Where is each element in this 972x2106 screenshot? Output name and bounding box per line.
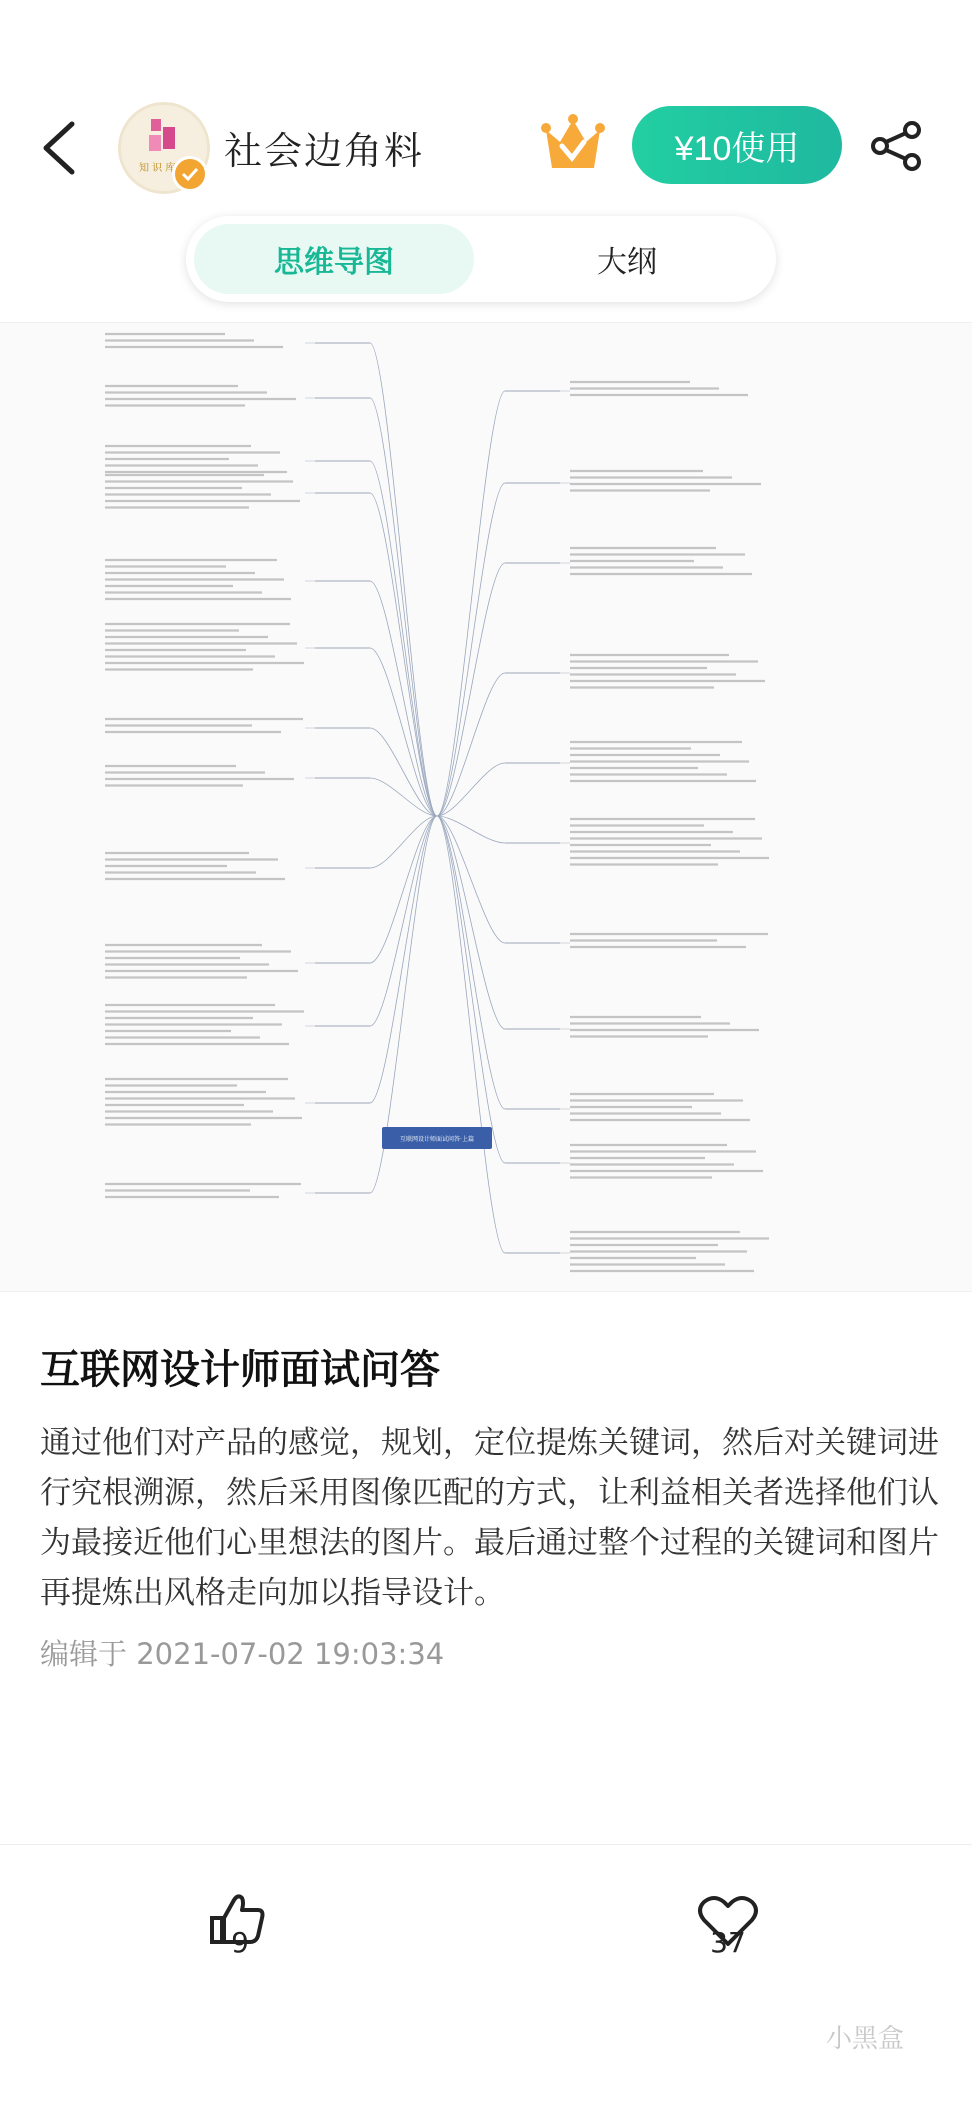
tab-outline[interactable]: 大纲 — [597, 245, 657, 280]
mindmap-branch — [437, 816, 505, 1163]
share-icon[interactable] — [868, 120, 924, 172]
mindmap-branch — [370, 728, 437, 816]
favorite-count: 37 — [710, 1926, 746, 1959]
mindmap-branch — [370, 343, 437, 816]
mindmap-root-node: 互联网设计师面试问答·上篇 — [382, 1127, 492, 1149]
mindmap-branch — [437, 816, 505, 1109]
watermark-text: 小黑盒 — [826, 2024, 905, 2054]
verified-badge-icon — [172, 156, 208, 192]
mindmap-branch — [370, 816, 437, 1026]
mindmap-branch — [437, 391, 505, 816]
back-arrow-icon[interactable] — [36, 118, 86, 178]
mindmap-branch — [437, 816, 505, 1253]
vip-crown-icon — [540, 112, 606, 176]
tab-mindmap[interactable]: 思维导图 — [194, 224, 474, 294]
mindmap-branch — [370, 493, 437, 816]
use-button[interactable]: ¥10使用 — [632, 106, 842, 184]
mindmap-branch — [437, 673, 505, 816]
view-tabs — [186, 216, 776, 302]
mindmap-branch — [370, 398, 437, 816]
article-title: 互联网设计师面试问答 — [40, 1347, 440, 1393]
like-count: 9 — [231, 1926, 249, 1959]
mindmap-branch — [370, 816, 437, 1103]
article-body: 通过他们对产品的感觉，规划，定位提炼关键词，然后对关键词进行究根溯源，然后采用图像匹配的方式，让利益相关者选择他们认为最接近他们心里想法的图片。最后通过整个过程的关键词和图片再提炼出风格走向加以指导设计。 — [40, 1425, 939, 1611]
mindmap-branch — [370, 816, 437, 963]
svg-text:知 识 库: 知 识 库 — [139, 163, 176, 174]
edit-timestamp: 编辑于 2021-07-02 19:03:34 — [40, 1637, 445, 1671]
mindmap-branch — [437, 763, 505, 816]
mindmap-image[interactable] — [0, 322, 972, 1292]
author-name[interactable]: 社会边角料 — [224, 129, 425, 173]
bottom-divider — [0, 1844, 972, 1845]
mindmap-branch — [437, 483, 505, 816]
